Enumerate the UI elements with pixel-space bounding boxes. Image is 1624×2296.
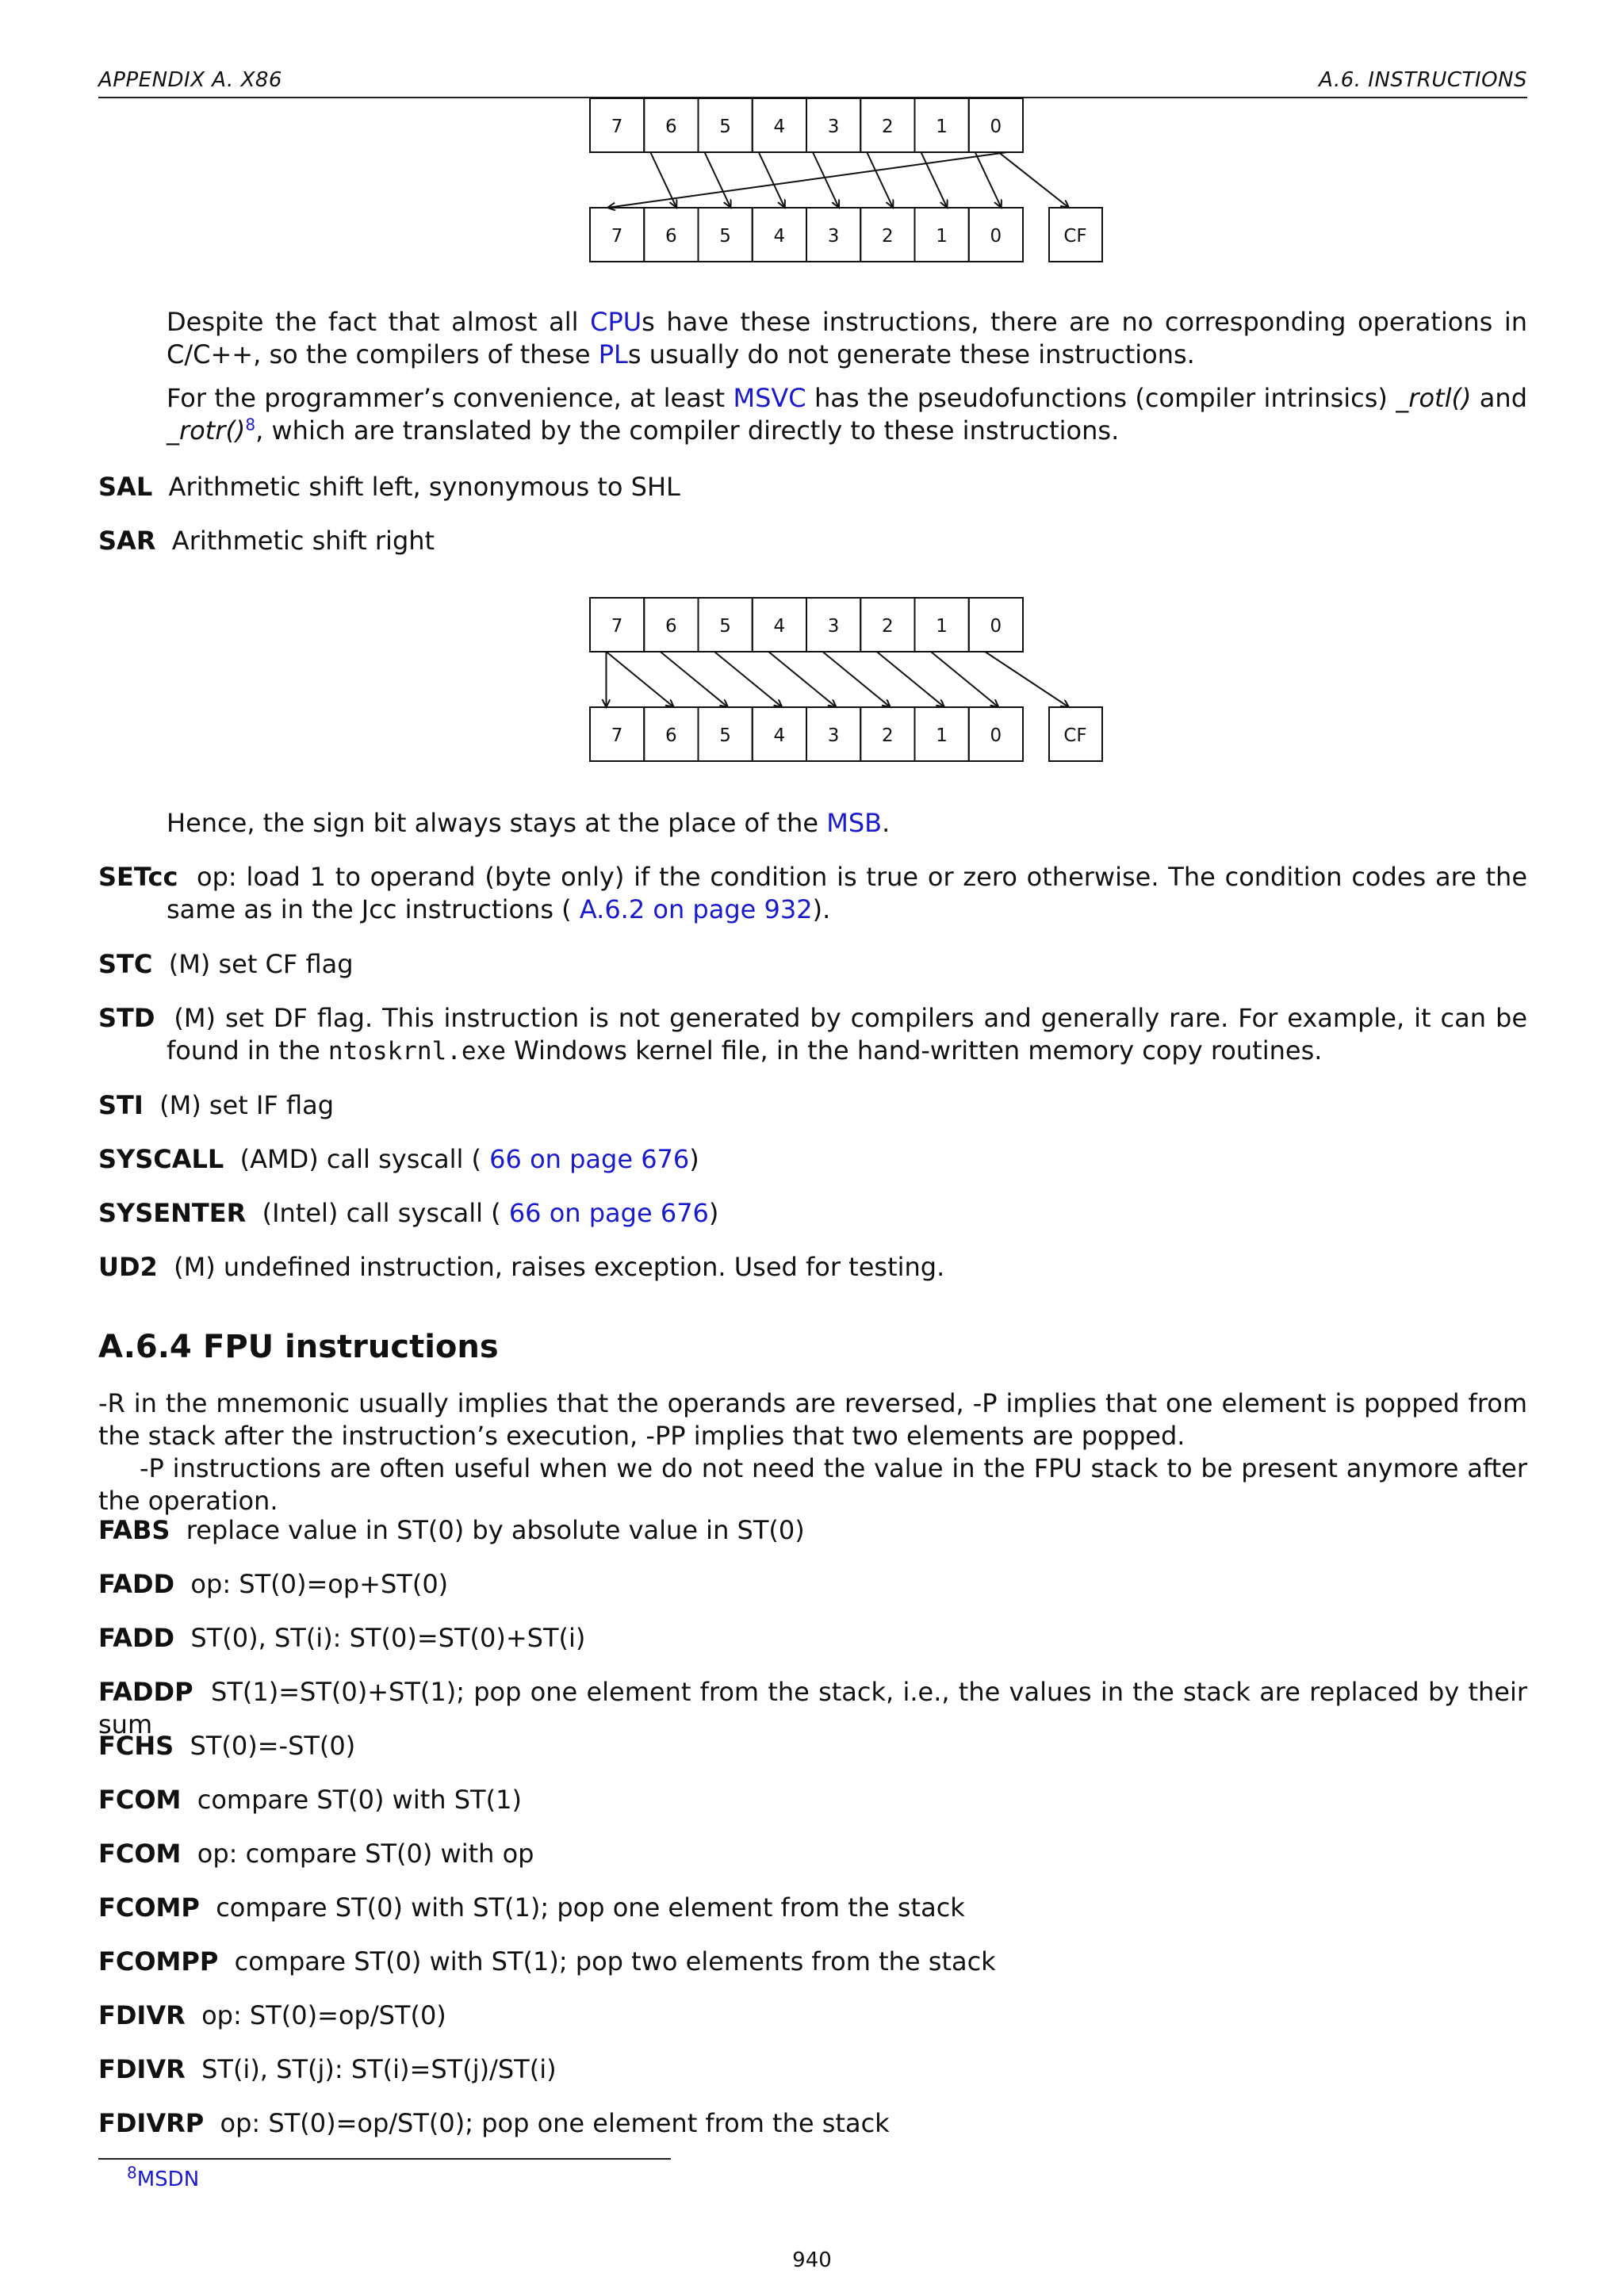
- entry-desc: replace value in ST(0) by absolute value in ST(0): [186, 1515, 805, 1545]
- entry-desc: (Intel) call syscall (: [262, 1198, 509, 1228]
- rotate-bottom-bit-1-label: 1: [936, 226, 948, 247]
- entry-term: FCOM: [98, 1785, 182, 1815]
- sar-diagram: [0, 596, 1624, 769]
- shift-arrow: [975, 152, 1002, 208]
- footnote-rule: [98, 2158, 671, 2160]
- entry-term: FDIVR: [98, 2054, 186, 2084]
- text-span: Despite the fact that almost all: [167, 307, 591, 337]
- entry-desc: Arithmetic shift right: [171, 526, 435, 556]
- sar-top-register: [590, 598, 1023, 652]
- jcc-page-link[interactable]: A.6.2 on page 932: [579, 894, 813, 924]
- fpu-intro: [98, 1387, 1527, 1517]
- entry-term: STC: [98, 949, 153, 979]
- sar-bottom-bit-1-label: 1: [936, 725, 948, 746]
- entry-term: FCOMP: [98, 1892, 200, 1923]
- sar-carry-label: CF: [1063, 725, 1087, 746]
- entry-desc: op: ST(0)=op/ST(0); pop one element from the stack: [220, 2108, 890, 2138]
- sar-top-bit-3-label: 3: [827, 616, 840, 637]
- entry-term: FDIVRP: [98, 2108, 205, 2138]
- rotate-top-bit-0-label: 0: [990, 117, 1002, 137]
- shift-arrow: [759, 152, 785, 208]
- rotate-diagram-svg: [0, 97, 1624, 270]
- sar-top-bit-2-label: 2: [882, 616, 894, 637]
- entry-desc: op: ST(0)=op+ST(0): [190, 1569, 449, 1599]
- rotate-diagram: [0, 97, 1624, 270]
- rotate-top-bit-6-label: 6: [665, 117, 677, 137]
- shift-arrow: [998, 152, 1069, 208]
- rotate-top-bit-4-label: 4: [773, 117, 786, 137]
- pl-link[interactable]: PL: [598, 339, 628, 369]
- entry-fpu: [98, 1730, 1527, 1762]
- cpu-link[interactable]: CPU: [590, 307, 642, 337]
- section-number: A.6.4: [98, 1329, 192, 1365]
- entry-desc: (M) set IF flag: [159, 1090, 335, 1120]
- sar-top-bit-7-label: 7: [611, 616, 623, 637]
- entry-fpu: [98, 1838, 1527, 1870]
- rotate-top-bit-5-label: 5: [719, 117, 731, 137]
- entry-desc: op: load 1 to operand (byte only) if the condition is true or zero otherwise. The condition codes are the same as in the Jcc instructions (: [167, 862, 1528, 924]
- entry-term: FDIVR: [98, 2000, 186, 2030]
- fpu-intro-paragraph-1: -R in the mnemonic usually implies that the operands are reversed, -P implies that one element is popped from the stack after the instruction’s execution, -PP implies that two elements are popped.: [98, 1388, 1527, 1451]
- entry-desc: ST(0)=-ST(0): [190, 1731, 356, 1761]
- text-span: For the programmer’s convenience, at least: [167, 383, 733, 413]
- entry-sysenter: [98, 1197, 1527, 1230]
- entry-desc: ).: [812, 894, 831, 924]
- entry-sal: [98, 471, 1527, 503]
- section-title: FPU instructions: [203, 1329, 499, 1365]
- fpu-intro-paragraph-2: -P instructions are often useful when we do not need the value in the FPU stack to be present anymore after the operation.: [98, 1453, 1527, 1516]
- text-span: .: [882, 808, 891, 838]
- section-heading: [98, 1329, 499, 1365]
- sar-top-bit-5-label: 5: [719, 616, 731, 637]
- entry-fpu: [98, 1999, 1527, 2032]
- entry-desc: Arithmetic shift left, synonymous to SHL: [168, 472, 680, 502]
- rotate-bottom-bit-2-label: 2: [882, 226, 894, 247]
- sar-top-bit-1-label: 1: [936, 616, 948, 637]
- rotate-top-bit-1-label: 1: [936, 117, 948, 137]
- entry-fpu: [98, 1784, 1527, 1816]
- sysenter-page-link[interactable]: 66 on page 676: [508, 1198, 709, 1228]
- entry-desc: ): [708, 1198, 719, 1228]
- msdn-link[interactable]: MSDN: [136, 2168, 200, 2191]
- entry-desc: compare ST(0) with ST(1); pop two elements from the stack: [234, 1946, 996, 1976]
- entry-stc: [98, 948, 1527, 981]
- entry-term: UD2: [98, 1252, 158, 1282]
- rotate-bottom-bit-6-label: 6: [665, 226, 677, 247]
- shift-arrow: [606, 652, 673, 707]
- entry-desc: ST(i), ST(j): ST(i)=ST(j)/ST(i): [201, 2054, 557, 2084]
- rotate-top-bit-2-label: 2: [882, 117, 894, 137]
- sar-top-bit-0-label: 0: [990, 616, 1002, 637]
- shift-arrow: [985, 652, 1069, 707]
- entry-term: FCOM: [98, 1839, 182, 1869]
- sar-bottom-bit-0-label: 0: [990, 725, 1002, 746]
- entry-desc: compare ST(0) with ST(1); pop one element from the stack: [216, 1892, 965, 1923]
- rotate-top-register: [590, 98, 1023, 152]
- entry-syscall: [98, 1143, 1527, 1176]
- entry-desc: (M) undefined instruction, raises exception. Used for testing.: [174, 1252, 945, 1282]
- sar-bottom-bit-6-label: 6: [665, 725, 677, 746]
- entry-term: FCHS: [98, 1731, 174, 1761]
- rotate-bottom-register: [590, 208, 1023, 262]
- shift-arrow: [714, 652, 782, 707]
- entry-desc: Windows kernel file, in the hand-written memory copy routines.: [505, 1035, 1323, 1066]
- entry-term: FCOMPP: [98, 1946, 219, 1976]
- shift-arrow: [877, 652, 944, 707]
- entry-fpu: [98, 1568, 1527, 1601]
- entry-term: SAR: [98, 526, 156, 556]
- rotr-intrinsic: _rotr(): [167, 415, 246, 446]
- entry-desc: (AMD) call syscall (: [239, 1144, 490, 1174]
- entry-fpu: [98, 1946, 1527, 1978]
- running-header-left: APPENDIX A. X86: [98, 68, 282, 92]
- rotate-paragraph-1: [167, 306, 1527, 371]
- entry-term: FADDP: [98, 1677, 193, 1707]
- sar-arrows: [606, 652, 1069, 707]
- entry-desc: ): [689, 1144, 699, 1174]
- entry-sti: [98, 1089, 1527, 1122]
- entry-desc: ST(0), ST(i): ST(0)=ST(0)+ST(i): [190, 1623, 586, 1653]
- text-span: has the pseudofunctions (compiler intrinsics): [806, 383, 1396, 413]
- footnote-mark: 8: [127, 2163, 137, 2183]
- text-span: s usually do not generate these instructions.: [627, 339, 1195, 369]
- text-span: Hence, the sign bit always stays at the place of the: [167, 808, 827, 838]
- shift-arrow: [931, 652, 998, 707]
- syscall-page-link[interactable]: 66 on page 676: [489, 1144, 690, 1174]
- sar-bottom-register: [590, 707, 1023, 761]
- entry-std: [98, 1002, 1527, 1068]
- entry-term: FADD: [98, 1623, 175, 1653]
- entry-setcc: [98, 861, 1527, 926]
- entry-sar: [98, 525, 1527, 557]
- shift-arrow: [705, 152, 731, 208]
- page-number: 940: [792, 2248, 832, 2272]
- msb-link[interactable]: MSB: [826, 808, 883, 838]
- rotate-bottom-bit-4-label: 4: [773, 226, 786, 247]
- sar-bottom-bit-2-label: 2: [882, 725, 894, 746]
- entry-fpu: [98, 2053, 1527, 2086]
- sar-diagram-svg: [0, 596, 1624, 769]
- shift-arrow: [822, 652, 890, 707]
- entry-term: SYSENTER: [98, 1198, 247, 1228]
- entry-term: SAL: [98, 472, 153, 502]
- sar-paragraph: [167, 807, 1527, 840]
- entry-ud2: [98, 1251, 1527, 1284]
- rotl-intrinsic: _rotl(): [1396, 383, 1472, 413]
- shift-arrow: [867, 152, 893, 208]
- entry-fpu: [98, 1622, 1527, 1655]
- rotate-bottom-bit-3-label: 3: [827, 226, 840, 247]
- entry-fpu: [98, 1892, 1527, 1924]
- sar-bottom-bit-4-label: 4: [773, 725, 786, 746]
- rotate-bottom-bit-7-label: 7: [611, 226, 623, 247]
- entry-desc: compare ST(0) with ST(1): [197, 1785, 522, 1815]
- sar-bottom-bit-5-label: 5: [719, 725, 731, 746]
- sar-top-bit-6-label: 6: [665, 616, 677, 637]
- footnote-ref[interactable]: 8: [245, 415, 256, 434]
- ntoskrnl-filename: ntoskrnl.exe: [327, 1037, 506, 1066]
- rotate-top-bit-7-label: 7: [611, 117, 623, 137]
- entry-fpu: [98, 1514, 1527, 1547]
- running-header-right: A.6. INSTRUCTIONS: [1319, 68, 1527, 92]
- entry-desc: (M) set CF flag: [168, 949, 354, 979]
- msvc-link[interactable]: MSVC: [733, 383, 806, 413]
- entry-desc: op: ST(0)=op/ST(0): [201, 2000, 446, 2030]
- rotate-bottom-bit-0-label: 0: [990, 226, 1002, 247]
- sar-bottom-bit-7-label: 7: [611, 725, 623, 746]
- entry-term: STD: [98, 1003, 155, 1033]
- rotate-bottom-bit-5-label: 5: [719, 226, 731, 247]
- shift-arrow: [813, 152, 839, 208]
- text-span: s have these instructions, there are no corresponding operations in C/C++, so the compilers of these: [167, 307, 1527, 369]
- entry-term: SYSCALL: [98, 1144, 224, 1174]
- shift-arrow: [768, 652, 836, 707]
- rotate-top-bit-3-label: 3: [827, 117, 840, 137]
- rotate-arrows: [607, 152, 1069, 208]
- rotate-carry-label: CF: [1063, 226, 1087, 247]
- text-span: , which are translated by the compiler directly to these instructions.: [255, 415, 1120, 446]
- sar-bottom-bit-3-label: 3: [827, 725, 840, 746]
- sar-top-bit-4-label: 4: [773, 616, 786, 637]
- footnote: [127, 2163, 200, 2191]
- entry-term: FABS: [98, 1515, 170, 1545]
- entry-term: STI: [98, 1090, 144, 1120]
- shift-arrow: [607, 152, 1007, 208]
- text-span: and: [1471, 383, 1528, 413]
- entry-term: FADD: [98, 1569, 175, 1599]
- entry-term: SETcc: [98, 862, 178, 892]
- rotate-paragraph-2: [167, 382, 1527, 447]
- entry-desc: ST(1)=ST(0)+ST(1); pop one element from the stack, i.e., the values in the stack are replaced by their sum: [98, 1677, 1528, 1739]
- shift-arrow: [661, 652, 728, 707]
- entry-desc: op: compare ST(0) with op: [197, 1839, 534, 1869]
- entry-desc: (M) set DF flag. This instruction is not generated by compilers and generally rare. For example, it can be found in the: [167, 1003, 1528, 1066]
- entry-fpu: [98, 2107, 1527, 2140]
